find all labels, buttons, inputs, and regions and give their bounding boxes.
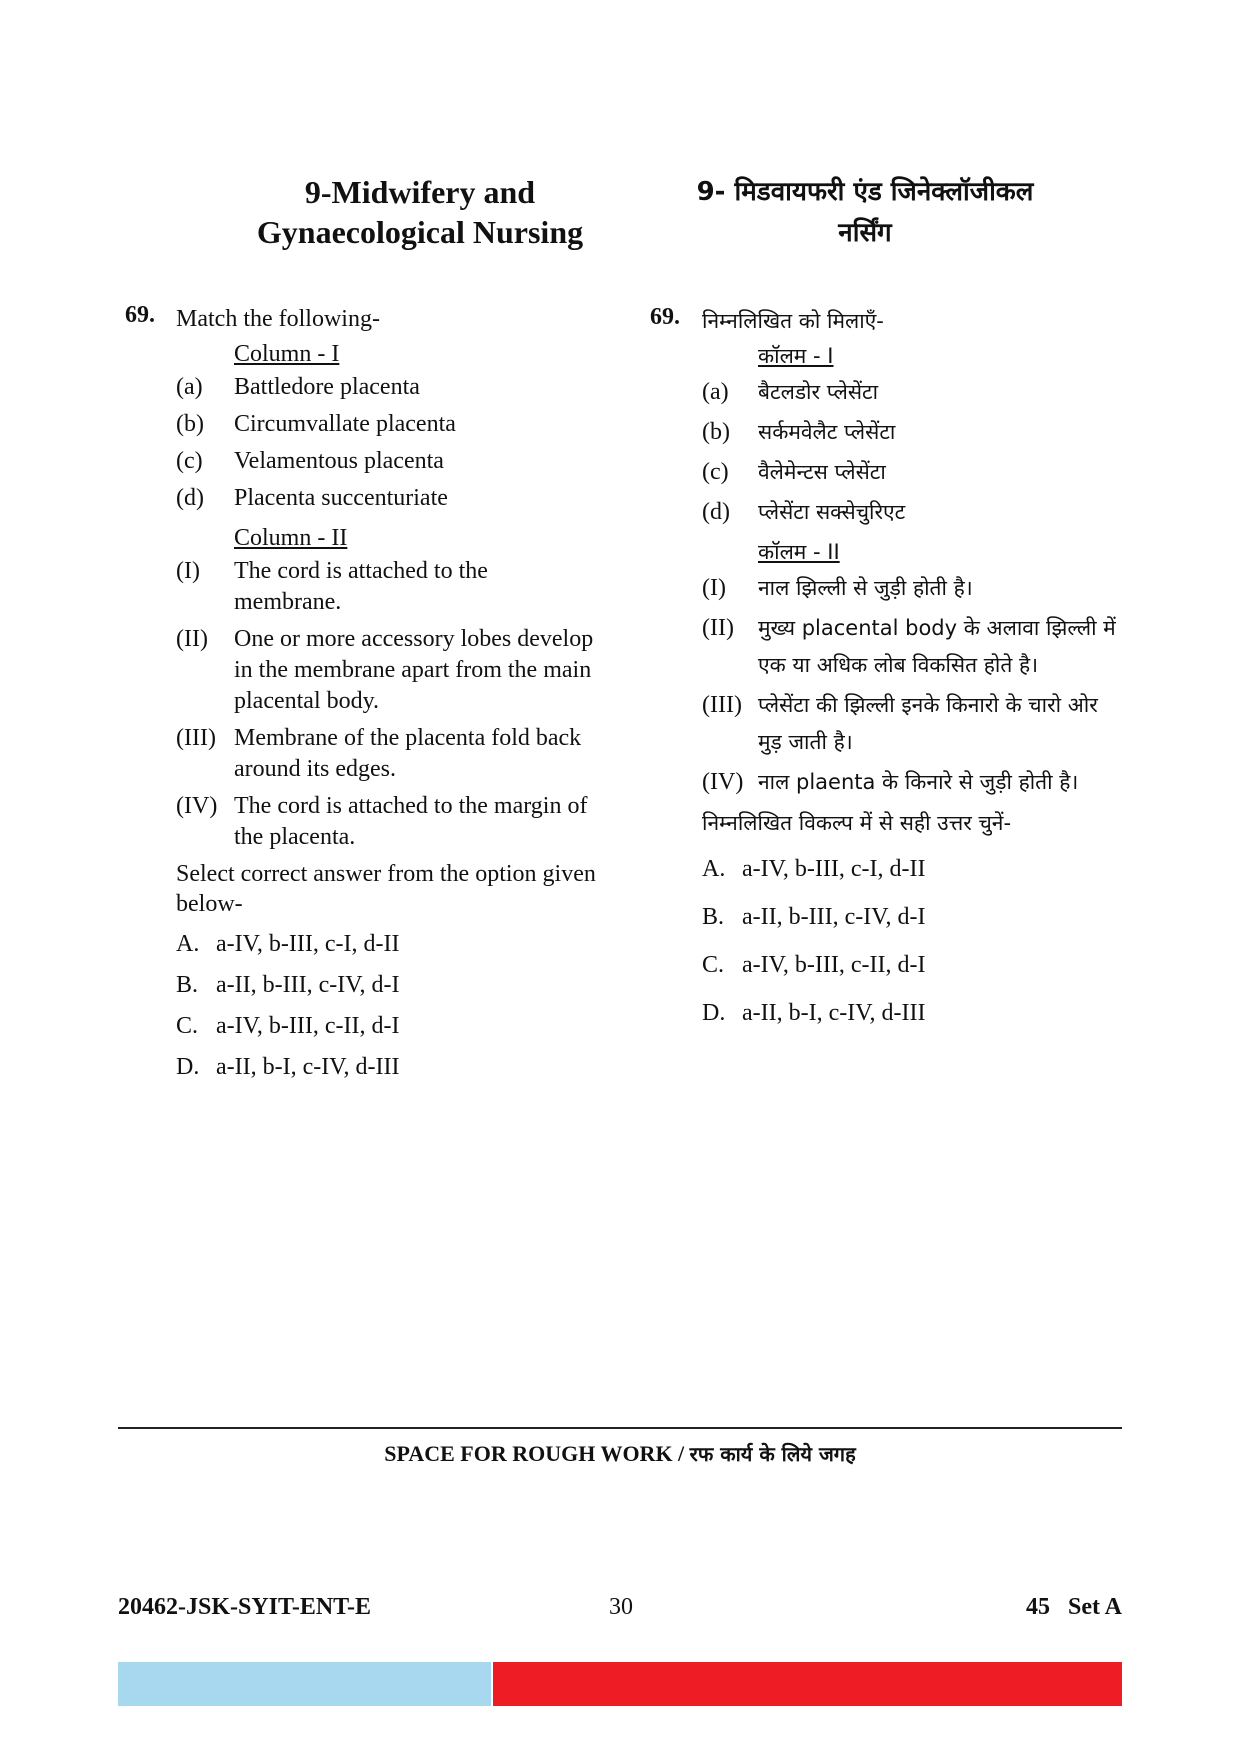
- item-text: Battledore placenta: [234, 374, 420, 400]
- answer-options: [176, 929, 600, 1082]
- answer-option[interactable]: [176, 970, 600, 1000]
- item-text: Circumvallate placenta: [234, 411, 456, 437]
- column-1-item: [702, 374, 1120, 411]
- item-label: (c): [176, 448, 203, 474]
- option-label: C.: [702, 952, 725, 978]
- item-text: Velamentous placenta: [234, 448, 444, 474]
- option-text: a-II, b-I, c-IV, d-III: [216, 1054, 400, 1080]
- option-text: a-IV, b-III, c-I, d-II: [216, 931, 400, 957]
- item-text: सर्कमवेलैट प्लेसेंटा: [758, 420, 896, 444]
- item-label: (II): [702, 615, 734, 641]
- item-text: The cord is attached to the margin of the placenta.: [234, 793, 588, 850]
- item-text: बैटलडोर प्लेसेंटा: [758, 380, 879, 404]
- column-1-item: [176, 409, 600, 440]
- option-label: D.: [176, 1054, 200, 1080]
- section-title-line1: 9- मिडवायफरी एंड जिनेक्लॉजीकल: [696, 177, 1034, 207]
- option-text: a-IV, b-III, c-II, d-I: [742, 952, 926, 978]
- column-2-item: [176, 723, 600, 785]
- column-1-heading: Column - I: [234, 341, 340, 367]
- section-title: [150, 172, 690, 252]
- column-2-item: [702, 687, 1120, 761]
- option-label: B.: [702, 904, 725, 930]
- select-prompt: Select correct answer from the option given below-: [176, 861, 596, 917]
- column-1-heading: कॉलम - I: [758, 344, 834, 368]
- column-1-item: [176, 446, 600, 477]
- item-label: (d): [702, 499, 730, 525]
- hindi-column: [650, 172, 1120, 1046]
- answer-option[interactable]: [702, 950, 1120, 980]
- column-1-item: [702, 454, 1120, 491]
- footer-set-info: 45 Set A: [1026, 1594, 1122, 1620]
- item-label: (III): [702, 692, 742, 718]
- column-1-item: [702, 494, 1120, 531]
- section-title-hindi: [650, 172, 1080, 254]
- rough-work-divider: [118, 1427, 1122, 1429]
- item-label: (d): [176, 485, 204, 511]
- rough-work-label: [118, 1440, 1122, 1467]
- item-label: (I): [176, 558, 200, 584]
- question-69-hindi: [650, 304, 1120, 1028]
- rough-work-label-en: SPACE FOR ROUGH WORK /: [384, 1441, 690, 1466]
- column-1-item: [702, 414, 1120, 451]
- column-2-item: [702, 764, 1120, 801]
- footer-color-bar-right: [493, 1662, 1122, 1706]
- option-label: B.: [176, 972, 199, 998]
- item-label: (b): [176, 411, 204, 437]
- option-label: A.: [176, 931, 200, 957]
- item-label: (c): [702, 459, 729, 485]
- item-text: नाल झिल्ली से जुड़ी होती है।: [758, 576, 973, 600]
- column-2-heading: कॉलम - II: [758, 540, 840, 564]
- question-prompt: Match the following-: [176, 306, 380, 332]
- option-text: a-IV, b-III, c-II, d-I: [216, 1013, 400, 1039]
- footer-page-number: 30: [609, 1594, 633, 1620]
- item-text: वैलेमेन्टस प्लेसेंटा: [758, 460, 886, 484]
- item-label: (a): [702, 379, 729, 405]
- item-text: Placenta succenturiate: [234, 485, 448, 511]
- item-label: (IV): [702, 769, 744, 795]
- item-label: (a): [176, 374, 203, 400]
- option-text: a-II, b-I, c-IV, d-III: [742, 1000, 926, 1026]
- answer-option[interactable]: [702, 902, 1120, 932]
- question-number: 69.: [125, 302, 155, 328]
- rough-work-label-hi: रफ कार्य के लिये जगह: [689, 1442, 856, 1466]
- footer-color-bar-left: [118, 1662, 491, 1706]
- item-text: मुख्य placental body के अलावा झिल्ली में एक या अधिक लोब विकसित होते है।: [758, 616, 1116, 677]
- item-text: Membrane of the placenta fold back around its edges.: [234, 725, 582, 782]
- item-label: (IV): [176, 793, 218, 819]
- answer-option[interactable]: [176, 929, 600, 959]
- option-text: a-IV, b-III, c-I, d-II: [742, 856, 926, 882]
- footer-paper-code: 20462-JSK-SYIT-ENT-E: [118, 1594, 371, 1620]
- column-2-heading: Column - II: [234, 525, 348, 551]
- item-label: (I): [702, 575, 726, 601]
- section-title-line2: Gynaecological Nursing: [256, 214, 584, 250]
- answer-option[interactable]: [702, 998, 1120, 1028]
- question-number: 69.: [650, 304, 680, 330]
- answer-option[interactable]: [176, 1011, 600, 1041]
- option-label: D.: [702, 1000, 726, 1026]
- answer-options: [702, 854, 1120, 1028]
- answer-option[interactable]: [176, 1052, 600, 1082]
- option-label: C.: [176, 1013, 199, 1039]
- option-text: a-II, b-III, c-IV, d-I: [216, 972, 400, 998]
- option-label: A.: [702, 856, 726, 882]
- question-69: [120, 302, 600, 1082]
- item-label: (b): [702, 419, 730, 445]
- select-prompt: निम्नलिखित विकल्प में से सही उत्तर चुनें-: [702, 811, 1012, 835]
- item-text: प्लेसेंटा की झिल्ली इनके किनारो के चारो ओर मुड़ जाती है।: [758, 693, 1098, 754]
- column-2-item: [176, 556, 600, 618]
- item-text: नाल plaenta के किनारे से जुड़ी होती है।: [758, 770, 1079, 794]
- column-1-item: [176, 483, 600, 514]
- option-text: a-II, b-III, c-IV, d-I: [742, 904, 926, 930]
- answer-option[interactable]: [702, 854, 1120, 884]
- item-text: The cord is attached to the membrane.: [234, 558, 488, 615]
- column-2-item: [176, 624, 600, 717]
- section-title-line1: 9-Midwifery and: [304, 174, 536, 210]
- section-title-line2: नर्सिंग: [838, 218, 892, 248]
- item-label: (II): [176, 626, 208, 652]
- question-prompt: निम्नलिखित को मिलाएँ-: [702, 309, 884, 333]
- item-text: प्लेसेंटा सक्सेचुरिएट: [758, 500, 906, 524]
- item-text: One or more accessory lobes develop in the membrane apart from the main placental body.: [234, 626, 594, 714]
- column-1-item: [176, 372, 600, 403]
- column-2-item: [176, 791, 600, 853]
- item-label: (III): [176, 725, 216, 751]
- column-2-item: [702, 570, 1120, 607]
- column-2-item: [702, 610, 1120, 684]
- english-column: [120, 172, 600, 1093]
